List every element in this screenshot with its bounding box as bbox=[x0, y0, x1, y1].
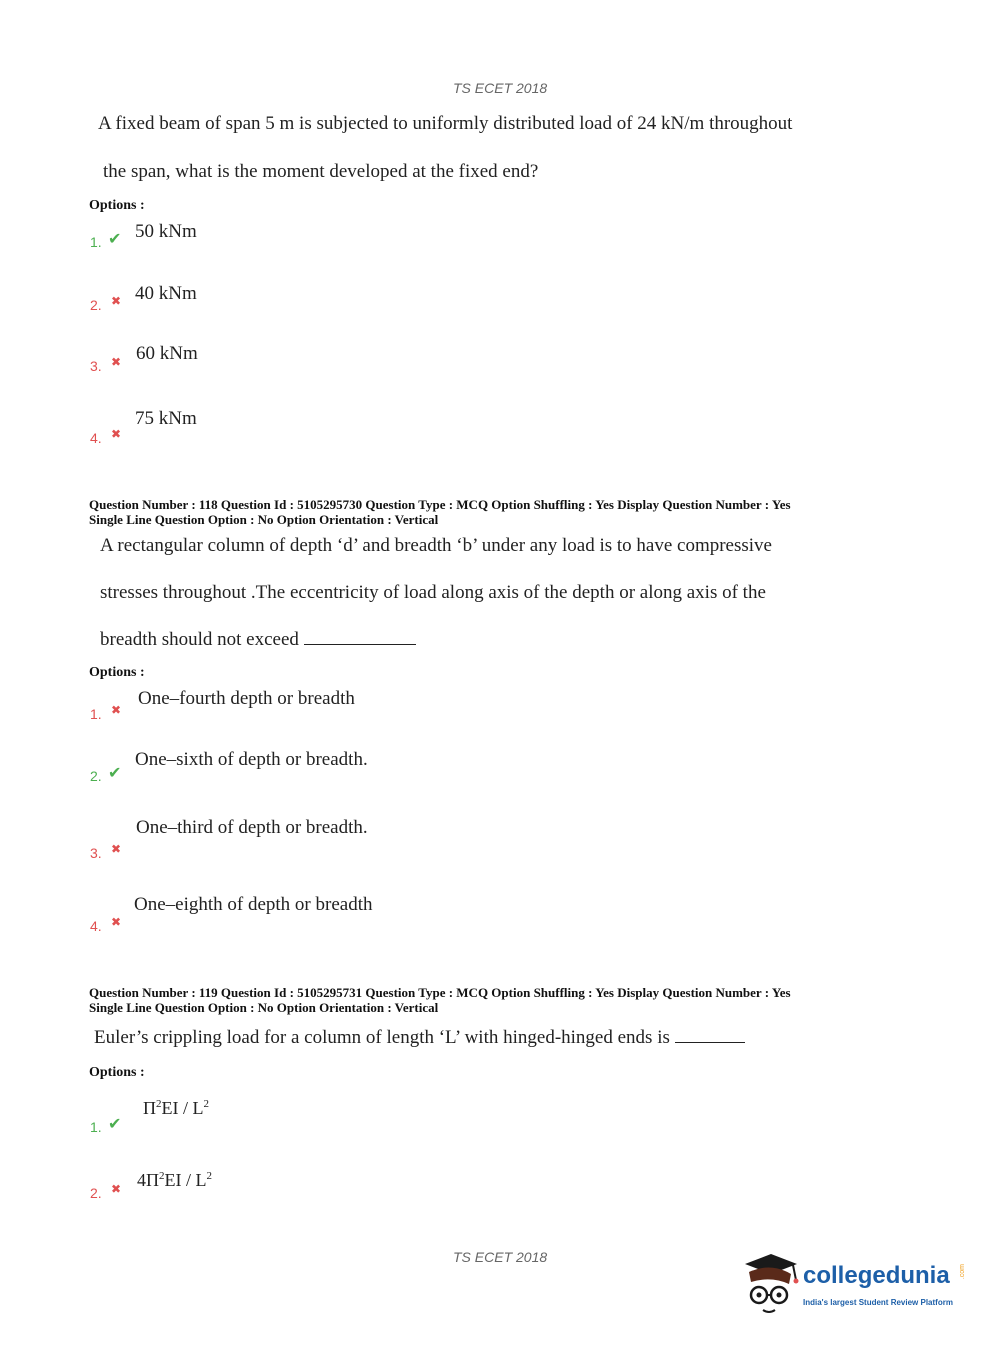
q118-text-line-2: stresses throughout .The eccentricity of load along axis of the depth or along axis of the bbox=[100, 582, 766, 603]
option-text: One–eighth of depth or breadth bbox=[134, 894, 373, 915]
q118-text-line-3-content: breadth should not exceed bbox=[100, 629, 299, 650]
page-header: TS ECET 2018 bbox=[453, 80, 548, 96]
option-number: 3. bbox=[90, 358, 102, 374]
option-number: 2. bbox=[90, 297, 102, 313]
q118-meta-line-1: Question Number : 118 Question Id : 5105295730 Question Type : MCQ Option Shuffling : Yes Display Question Number : Yes bbox=[89, 497, 791, 512]
formula-exponent: 2 bbox=[156, 1098, 162, 1110]
option-formula bbox=[143, 1098, 209, 1119]
q118-text-line-1: A rectangular column of depth ‘d’ and breadth ‘b’ under any load is to have compressive bbox=[100, 535, 772, 556]
option-text: 60 kNm bbox=[136, 343, 198, 364]
option-text: One–sixth of depth or breadth. bbox=[135, 749, 368, 770]
q119-text-line-1 bbox=[94, 1027, 745, 1049]
formula-prefix: 4 bbox=[137, 1170, 146, 1190]
answer-blank bbox=[675, 1042, 745, 1043]
q118-options-label: Options : bbox=[89, 665, 145, 680]
q118-meta-line-2: Single Line Question Option : No Option Orientation : Vertical bbox=[89, 512, 439, 527]
page-footer: TS ECET 2018 bbox=[453, 1249, 548, 1265]
cross-icon: ✖ bbox=[111, 842, 122, 856]
option-number: 1. bbox=[90, 1119, 102, 1135]
option-text: 50 kNm bbox=[135, 221, 197, 242]
logo-domain-suffix: .com bbox=[959, 1264, 966, 1280]
formula-body: EI / L bbox=[161, 1098, 204, 1118]
formula-body: EI / L bbox=[164, 1170, 207, 1190]
cross-icon: ✖ bbox=[111, 427, 122, 441]
option-text: One–fourth depth or breadth bbox=[138, 688, 355, 709]
option-text: One–third of depth or breadth. bbox=[136, 817, 368, 838]
q117-text-line-1: A fixed beam of span 5 m is subjected to uniformly distributed load of 24 kN/m throughout bbox=[98, 113, 793, 134]
cross-icon: ✖ bbox=[111, 1182, 122, 1196]
option-text: 75 kNm bbox=[135, 408, 197, 429]
q119-options-label: Options : bbox=[89, 1065, 145, 1080]
q119-meta-line-1: Question Number : 119 Question Id : 5105295731 Question Type : MCQ Option Shuffling : Yes Display Question Number : Yes bbox=[89, 985, 791, 1000]
cross-icon: ✖ bbox=[111, 703, 122, 717]
option-number: 1. bbox=[90, 234, 102, 250]
formula-pi: Π bbox=[143, 1098, 156, 1118]
option-number: 4. bbox=[90, 918, 102, 934]
q118-text-line-3 bbox=[100, 629, 416, 651]
formula-exponent: 2 bbox=[206, 1170, 212, 1182]
check-icon: ✔ bbox=[108, 1114, 122, 1133]
option-formula bbox=[137, 1170, 212, 1191]
answer-blank bbox=[304, 644, 416, 645]
formula-pi: Π bbox=[146, 1170, 159, 1190]
mascot-icon bbox=[741, 1250, 801, 1318]
collegedunia-logo[interactable] bbox=[741, 1250, 971, 1320]
cross-icon: ✖ bbox=[111, 294, 122, 308]
option-number: 1. bbox=[90, 706, 102, 722]
option-number: 3. bbox=[90, 845, 102, 861]
logo-wordmark: collegedunia bbox=[803, 1262, 950, 1289]
logo-tagline: India's largest Student Review Platform bbox=[803, 1298, 953, 1307]
cross-icon: ✖ bbox=[111, 915, 122, 929]
check-icon: ✔ bbox=[108, 763, 122, 782]
check-icon: ✔ bbox=[108, 229, 122, 248]
formula-exponent: 2 bbox=[159, 1170, 165, 1182]
option-number: 2. bbox=[90, 768, 102, 784]
q119-meta-line-2: Single Line Question Option : No Option Orientation : Vertical bbox=[89, 1000, 439, 1015]
q117-options-label: Options : bbox=[89, 198, 145, 213]
q119-text-line-1-content: Euler’s crippling load for a column of length ‘L’ with hinged-hinged ends is bbox=[94, 1027, 670, 1048]
option-number: 2. bbox=[90, 1185, 102, 1201]
formula-exponent: 2 bbox=[203, 1098, 209, 1110]
option-text: 40 kNm bbox=[135, 283, 197, 304]
option-number: 4. bbox=[90, 430, 102, 446]
q117-text-line-2: the span, what is the moment developed at the fixed end? bbox=[103, 161, 539, 182]
cross-icon: ✖ bbox=[111, 355, 122, 369]
